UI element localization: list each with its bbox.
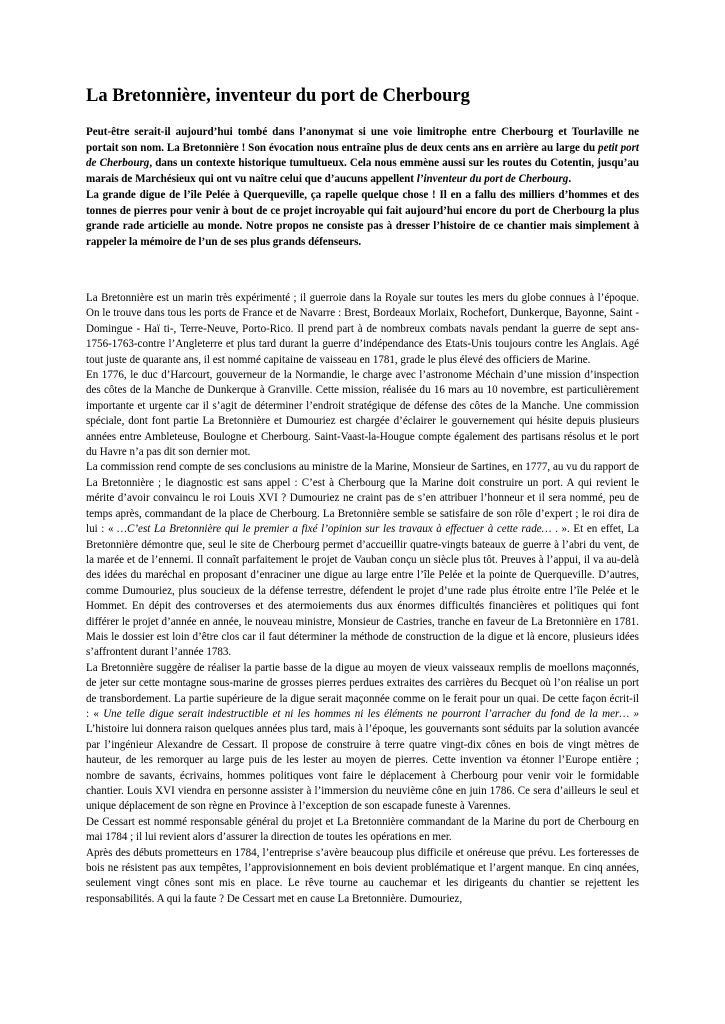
body-p4-text-a: La Bretonnière suggère de réaliser la partie basse de la digue au moyen de vieux vaisseaux remplis de moellons maçonnés, de jeter sur cette montagne sous-marine de grosses pierres perdues extraites des carrières du Becquet où l’on réalise un port de transbordement. La partie supérieure de la digue serait maçonnée comme on le ferait pour un quai. De cette façon écrit-il : « (86, 661, 639, 720)
intro-section (86, 125, 639, 251)
intro-p1-text-b: , dans un contexte historique tumultueux. Cela nous emmène aussi sur les routes du Cotentin, jusqu’au marais de Marchésieux qui ont vu naître celui que d’aucuns appellent (86, 157, 639, 186)
intro-p1-emphasis-1: petit port de Cherbourg (86, 141, 640, 170)
intro-p1-emphasis-2: l’inventeur du port de Cherbourg (416, 173, 569, 186)
intro-p1-text-a: Peut-être serait-il aujourd’hui tombé dans l’anonymat si une voie limitrophe entre Cherbourg et Tourlaville ne portait son nom. La Bretonnière ! Son évocation nous entraîne plus de deux cents ans en arrière au large du (86, 126, 639, 154)
body-p4-text-b: L’histoire lui donnera raison quelques années plus tard, mais à l’époque, les gouvernants sont séduits par la solution avancée par l’ingénieur Alexandre de Cessart. Il propose de construire à terre quatre vingt-dix cônes en bois de vingt mètres de hauteur, de les remorquer au large puis de les lester au moyen de pierres. Cette invention va étonner l’Europe entière ; nombre de savants, écrivains, hommes politiques vont faire le déplacement à Cherbourg pour venir voir le formidable chantier. Louis XVI viendra en personne assister à l’immersion du neuvième cône en juin 1786. Ce sera d’ailleurs le seul et unique déplacement de son règne en Province à l’exception de son escapade funeste à Varennes. (86, 723, 639, 813)
body-paragraph-3 (86, 460, 639, 660)
page-title: La Bretonnière, inventeur du port de Cherbourg (86, 86, 470, 106)
intro-p1-text-c: . (568, 173, 572, 186)
intro-paragraph-2: La grande digue de l’île Pelée à Querqueville, ça rapelle quelque chose ! Il en a fallu des milliers d’hommes et des tonnes de pierres pour venir à bout de ce projet incroyable qui fait aujourd’hui encore du port de Cherbourg la plus grande rade articielle au monde. Notre propos ne consiste pas à dresser l’histoire de ce chantier mais simplement à rappeler la mémoire de l’un de ses plus grands défenseurs. (86, 188, 639, 248)
body-section (86, 291, 639, 907)
body-paragraph-1: La Bretonnière est un marin très expérimenté ; il guerroie dans la Royale sur toutes les mers du globe connues à l’époque. On le trouve dans tous les ports de France et de Navarre : Brest, Bordeaux Morlaix, Rochefort, Dunkerque, Bayonne, Saint -Domingue - Haï ti-, Terre-Neuve, Porto-Rico. Il prend part à de nombreux combats navals pendant la guerre de sept ans- 1756-1763-contre l’Angleterre et plus tard durant la guerre d’indépendance des Etats-Unis toujours contre les Anglais. Agé tout juste de quarante ans, il est nommé capitaine de vaisseau en 1781, grade le plus élevé des officiers de Marine. (86, 292, 639, 366)
body-paragraph-2: En 1776, le duc d’Harcourt, gouverneur de la Normandie, le charge avec l’astronome Méchain d’une mission d’inspection des côtes de la Manche de Dunkerque à Granville. Cette mission, réalisée du 16 mars au 10 novembre, est particulièrement importante et urgente car il s’agit de déterminer l’endroit stratégique de défense des côtes de la Manche. Une commission spéciale, dont font partie La Bretonnière et Dumouriez est chargée d’éclairer le gouvernement qui hésite depuis plusieurs années entre Ambleteuse, Boulogne et Cherbourg. Saint-Vaast-la-Hougue compte également des partisans résolus et le port du Havre n’a pas dit son dernier mot. (86, 369, 639, 459)
intro-paragraph-1 (86, 125, 639, 188)
body-paragraph-4 (86, 661, 639, 815)
body-p3-text-b: . ». Et en effet, La Bretonnière démontre que, seul le site de Cherbourg permet d’accueillir quatre-vingts bateaux de guerre à l’abri du vent, de la marée et de l’ennemi. Il connaît parfaitement le projet de Vauban conçu un siècle plus tôt. Preuves à l’appui, il va au-delà des idées du maréchal en proposant d’enraciner une digue au large entre l’île Pelée et la pointe de Querqueville. D’autres, comme Dumouriez, plus soucieux de la défense terrestre, défendent le projet d’une rade plus étroite entre l’île Pelée et le Hommet. En dépit des controverses et des atermoiements dus aux énormes difficultés financières et politiques qui font différer le projet d’année en année, le nouveau ministre, Monsieur de Castries, tranche en faveur de La Bretonnière en 1781. Mais le dossier est loin d’être clos car il faut déterminer la méthode de construction de la digue et là encore, plusieurs idées s’affrontent durant l’année 1783. (86, 523, 640, 659)
body-p3-quote: …C’est La Bretonnière qui le premier a fixé l’opinion sur les travaux à effectuer à cette rade… (117, 523, 556, 536)
body-p4-quote: Une telle digue serait indestructible et ni les hommes ni les éléments ne pourront l’arracher du fond de la mer… » (103, 707, 639, 720)
body-p3-text-a: La commission rend compte de ses conclusions au ministre de la Marine, Monsieur de Sartines, en 1777, au vu du rapport de La Bretonnière ; le diagnostic est sans appel : C’est à Cherbourg que la Marine doit construire un port. A qui revient le mérite d’avoir convaincu le roi Louis XVI ? Dumouriez ne craint pas de s’en attribuer l’honneur et il sera nommé, peu de temps après, commandant de la place de Cherbourg. La Bretonnière semble se satisfaire de son rôle d’expert ; le roi dira de lui : « (86, 461, 639, 536)
body-paragraph-5: De Cessart est nommé responsable général du projet et La Bretonnière commandant de la Marine du port de Cherbourg en mai 1784 ; il lui revient alors d’assurer la direction de toutes les opérations en mer. (86, 815, 639, 844)
body-paragraph-6: Après des débuts prometteurs en 1784, l’entreprise s’avère beaucoup plus difficile et onéreuse que prévu. Les forteresses de bois ne résistent pas aux tempêtes, l’approvisionnement en bois devient problématique et l’argent manque. En cinq années, seulement vingt cônes sont mis en place. Le rêve tourne au cauchemar et les dirigeants du chantier se rejettent les responsabilités. A qui la faute ? De Cessart met en cause La Bretonnière. Dumouriez, (86, 846, 639, 905)
